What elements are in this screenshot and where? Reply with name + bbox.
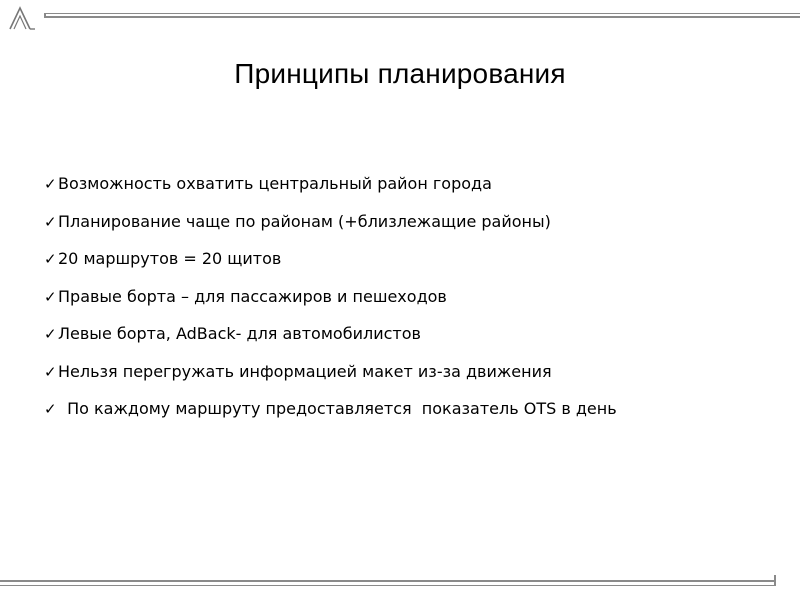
- list-item-text: Нельзя перегружать информацией макет из-за движения: [58, 361, 552, 381]
- bullet-list: [44, 174, 784, 437]
- checkmark-icon: ✓: [44, 400, 57, 418]
- list-item-text: Планирование чаще по районам (+близлежащие районы): [58, 211, 551, 231]
- list-item: [44, 249, 784, 287]
- list-item-text: Возможность охватить центральный район города: [58, 174, 492, 193]
- list-item: [44, 287, 784, 325]
- slide-title: Принципы планирования: [234, 58, 566, 89]
- checkmark-icon: ✓: [44, 325, 57, 343]
- checkmark-icon: ✓: [44, 287, 57, 306]
- top-divider: [44, 13, 800, 18]
- list-item-text: Левые борта, AdBack- для автомобилистов: [58, 324, 421, 343]
- list-item-text: 20 маршрутов = 20 щитов: [58, 249, 282, 268]
- checkmark-icon: ✓: [44, 250, 57, 268]
- checkmark-icon: ✓: [44, 362, 57, 381]
- list-item-text: Правые борта – для пассажиров и пешеходов: [58, 286, 447, 306]
- list-item: [44, 399, 784, 437]
- bottom-divider-tick: [772, 575, 776, 582]
- list-item: [44, 174, 784, 212]
- bottom-divider: [0, 580, 776, 586]
- list-item: [44, 324, 784, 362]
- checkmark-icon: ✓: [44, 175, 57, 193]
- list-item-text: По каждому маршруту предоставляется показатель OTS в день: [62, 399, 617, 418]
- checkmark-icon: ✓: [44, 212, 57, 231]
- list-item: [44, 362, 784, 400]
- logo-icon: [8, 6, 36, 30]
- list-item: [44, 212, 784, 250]
